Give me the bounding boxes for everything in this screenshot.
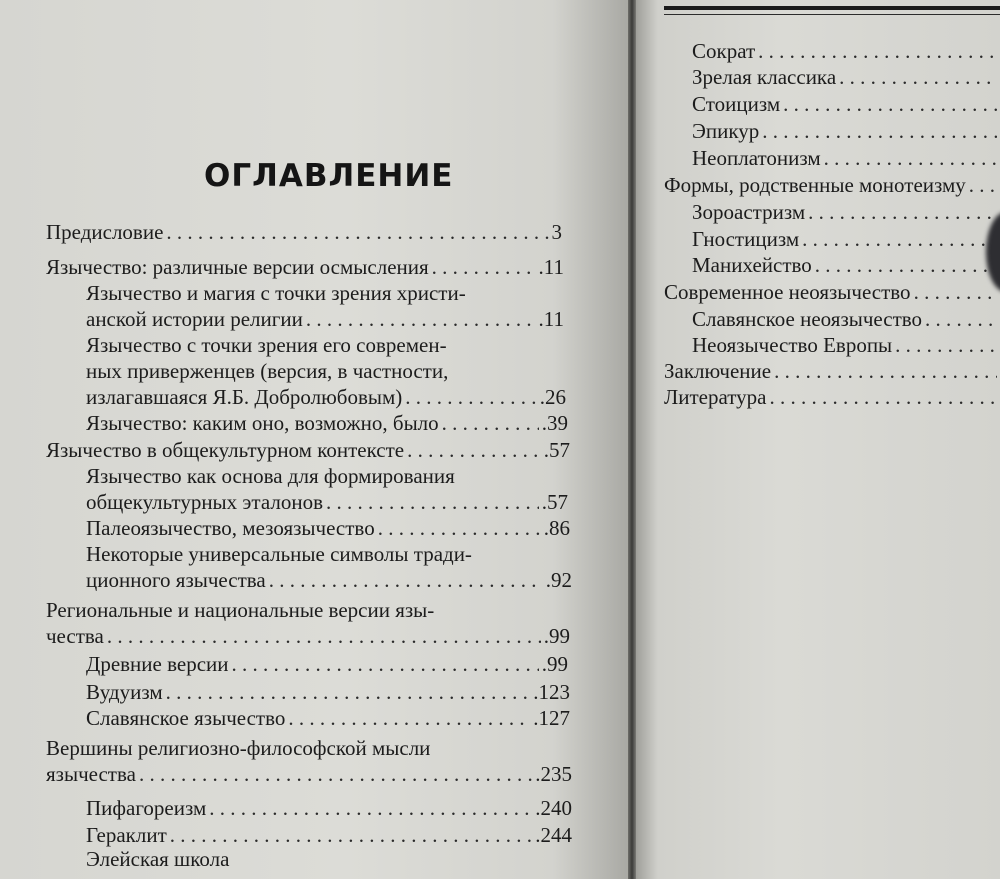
toc-entry xyxy=(664,279,1000,306)
toc-entry-page: .240 xyxy=(535,796,572,820)
toc-entry-title: Элейская школа xyxy=(86,847,230,871)
toc-entry-title: анской истории религии xyxy=(86,307,303,331)
toc-dot-leader xyxy=(774,358,997,385)
toc-dot-leader xyxy=(166,679,531,706)
toc-entry xyxy=(664,358,1000,385)
toc-entry-title: Палеоязычество, мезоязычество xyxy=(86,516,375,540)
toc-dot-leader xyxy=(209,795,532,822)
toc-dot-leader xyxy=(969,172,997,199)
toc-entry xyxy=(86,384,566,411)
toc-dot-leader xyxy=(378,515,541,542)
toc-dot-leader xyxy=(815,252,997,279)
toc-entry-title: Сократ xyxy=(692,39,756,63)
toc-entry-title: Современное неоязычество xyxy=(664,280,911,304)
toc-entry-title: Зороастризм xyxy=(692,200,806,224)
toc-entry-title: Пифагореизм xyxy=(86,796,207,820)
toc-entry xyxy=(86,822,572,849)
toc-entry-title: Вудуизм xyxy=(86,680,163,704)
toc-entry-page: .235 xyxy=(535,762,572,786)
toc-entry-page: 3 xyxy=(551,220,562,244)
toc-dot-leader xyxy=(808,199,997,226)
header-rule xyxy=(664,6,1000,10)
toc-entry-title: чества xyxy=(46,624,104,648)
toc-entry-page: .11 xyxy=(538,307,564,331)
toc-entry-page: .57 xyxy=(543,438,570,462)
toc-entry xyxy=(692,199,1000,226)
toc-entry xyxy=(692,332,1000,359)
toc-dot-leader xyxy=(326,489,539,516)
toc-entry-title: излагавшаяся Я.Б. Добролюбовым) xyxy=(86,385,403,409)
toc-dot-leader xyxy=(824,145,997,172)
toc-entry-page: .39 xyxy=(541,411,568,435)
toc-entry-title: Заключение xyxy=(664,359,772,383)
toc-entry xyxy=(86,846,572,873)
toc-dot-leader xyxy=(269,567,543,594)
toc-entry-page: .244 xyxy=(535,823,572,847)
toc-dot-leader xyxy=(288,705,530,732)
toc-entry xyxy=(46,219,562,246)
toc-entry xyxy=(86,651,568,678)
toc-entry xyxy=(86,489,568,516)
toc-entry-line: Язычество как основа для формирования xyxy=(86,464,455,488)
toc-entry-title: Язычество в общекультурном контексте xyxy=(46,438,405,462)
toc-entry-title: Язычество: различные версии осмысления xyxy=(46,255,429,279)
toc-entry-title: Предисловие xyxy=(46,220,164,244)
toc-entry-title: Манихейство xyxy=(692,253,812,277)
toc-dot-leader xyxy=(762,118,997,145)
toc-dot-leader xyxy=(758,38,997,65)
toc-entry xyxy=(692,306,1000,333)
toc-entry-line: ных приверженцев (версия, в частности, xyxy=(86,359,449,383)
toc-entry xyxy=(692,38,1000,65)
toc-entry xyxy=(664,172,1000,199)
toc-entry xyxy=(86,795,572,822)
toc-entry xyxy=(86,515,570,542)
toc-entry xyxy=(86,567,572,594)
toc-dot-leader xyxy=(139,761,532,788)
toc-entry-title: Формы, родственные монотеизму xyxy=(664,173,966,197)
toc-entry-page: .11 xyxy=(538,255,564,279)
toc-dot-leader xyxy=(405,384,536,411)
toc-dot-leader xyxy=(783,91,997,118)
toc-entry-line: Язычество с точки зрения его современ- xyxy=(86,333,447,357)
toc-entry-title: Зрелая классика xyxy=(692,65,837,89)
toc-dot-leader xyxy=(839,64,997,91)
toc-entry-title: Славянское неоязычество xyxy=(692,307,923,331)
toc-entry-page: .99 xyxy=(543,624,570,648)
page-title: ОГЛАВЛЕНИЕ xyxy=(204,158,454,194)
toc-dot-leader xyxy=(232,651,539,678)
toc-entry-page: .92 xyxy=(545,568,572,592)
toc-entry-line: Региональные и национальные версии язы- xyxy=(46,598,435,622)
toc-entry-title: Древние версии xyxy=(86,652,229,676)
toc-entry-page: .99 xyxy=(541,652,568,676)
toc-entry-page: .127 xyxy=(533,706,570,730)
toc-entry-page: .57 xyxy=(541,490,568,514)
toc-entry xyxy=(46,761,572,788)
toc-entry xyxy=(692,118,1000,145)
toc-entry-line: Язычество и магия с точки зрения христи- xyxy=(86,281,466,305)
toc-entry-page: .123 xyxy=(533,680,570,704)
toc-entry xyxy=(46,623,570,650)
toc-entry xyxy=(46,437,570,464)
toc-dot-leader xyxy=(769,384,997,411)
toc-dot-leader xyxy=(925,306,997,333)
toc-entry-title: Гностицизм xyxy=(692,227,800,251)
toc-dot-leader xyxy=(407,437,541,464)
toc-dot-leader xyxy=(166,219,548,246)
toc-entry-title: Литература xyxy=(664,385,767,409)
toc-entry-title: язычества xyxy=(46,762,136,786)
toc-dot-leader xyxy=(442,410,539,437)
toc-entry-title: Язычество: каким оно, возможно, было xyxy=(86,411,439,435)
toc-entry xyxy=(86,679,570,706)
toc-dot-leader xyxy=(107,623,541,650)
toc-entry xyxy=(46,254,564,281)
book-gutter xyxy=(628,0,636,879)
toc-entry-title: Стоицизм xyxy=(692,92,781,116)
header-rule-thin xyxy=(664,14,1000,15)
toc-entry-title: Неоязычество Европы xyxy=(692,333,893,357)
toc-dot-leader xyxy=(432,254,536,281)
toc-entry-line: Вершины религиозно-философской мысли xyxy=(46,736,431,760)
toc-entry xyxy=(692,64,1000,91)
toc-entry xyxy=(692,226,1000,253)
toc-dot-leader xyxy=(802,226,997,253)
toc-entry-title: Неоплатонизм xyxy=(692,146,821,170)
toc-entry xyxy=(692,145,1000,172)
toc-entry xyxy=(692,252,1000,279)
toc-dot-leader xyxy=(914,279,997,306)
toc-entry xyxy=(86,306,564,333)
toc-entry xyxy=(86,705,570,732)
toc-entry-line: Некоторые универсальные символы тради- xyxy=(86,542,472,566)
toc-dot-leader xyxy=(895,332,997,359)
toc-entry-title: Славянское язычество xyxy=(86,706,286,730)
toc-entry xyxy=(86,410,568,437)
toc-dot-leader xyxy=(170,822,532,849)
toc-entry-page: .86 xyxy=(543,516,570,540)
toc-entry-title: ционного язычества xyxy=(86,568,266,592)
toc-dot-leader xyxy=(306,306,536,333)
toc-entry-title: Эпикур xyxy=(692,119,760,143)
toc-entry-title: Гераклит xyxy=(86,823,167,847)
toc-entry xyxy=(692,91,1000,118)
toc-entry-title: общекультурных эталонов xyxy=(86,490,323,514)
toc-entry-page: .26 xyxy=(539,385,566,409)
toc-entry xyxy=(664,384,1000,411)
